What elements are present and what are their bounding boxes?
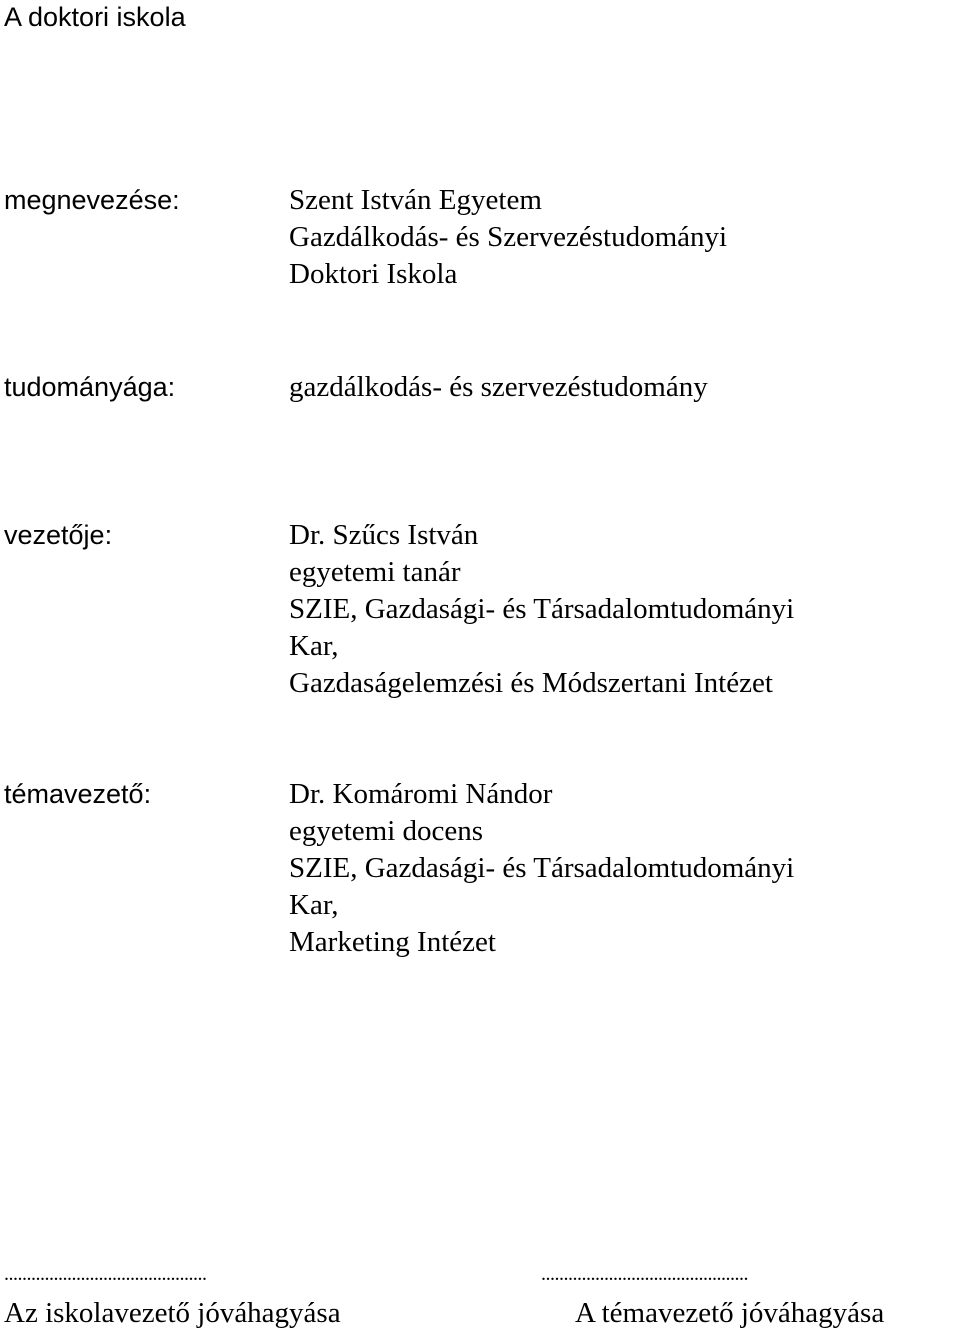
signature-caption-supervisor: A témavezető jóváhagyása <box>575 1297 885 1329</box>
value-line: Gazdaságelemzési és Módszertani Intézet <box>289 667 773 699</box>
field-label-head: vezetője: <box>4 520 113 550</box>
field-value-name <box>289 182 727 293</box>
field-value-head <box>289 517 794 702</box>
value-line: egyetemi docens <box>289 815 484 847</box>
value-line: Marketing Intézet <box>289 926 496 958</box>
value-line: Szent István Egyetem <box>289 184 542 216</box>
value-line: gazdálkodás- és szervezéstudomány <box>289 371 708 403</box>
field-label-supervisor: témavezető: <box>4 779 152 809</box>
signature-caption-school-head: Az iskolavezető jóváhagyása <box>4 1297 341 1329</box>
field-value-discipline <box>289 369 708 406</box>
field-label-discipline: tudományága: <box>4 372 176 402</box>
value-line: Doktori Iskola <box>289 258 458 290</box>
value-line: Gazdálkodás- és Szervezéstudományi <box>289 221 728 253</box>
document-title: A doktori iskola <box>4 2 186 32</box>
field-label-name: megnevezése: <box>4 185 180 215</box>
value-line: Dr. Szűcs István <box>289 519 479 551</box>
field-value-supervisor <box>289 776 794 961</box>
signature-line-supervisor: .............................................. <box>541 1263 748 1285</box>
value-line: SZIE, Gazdasági- és Társadalomtudományi <box>289 593 795 625</box>
value-line: Dr. Komáromi Nándor <box>289 778 553 810</box>
value-line: Kar, <box>289 889 339 921</box>
value-line: SZIE, Gazdasági- és Társadalomtudományi <box>289 852 795 884</box>
value-line: egyetemi tanár <box>289 556 461 588</box>
value-line: Kar, <box>289 630 339 662</box>
signature-line-school-head: ............................................. <box>4 1263 207 1285</box>
